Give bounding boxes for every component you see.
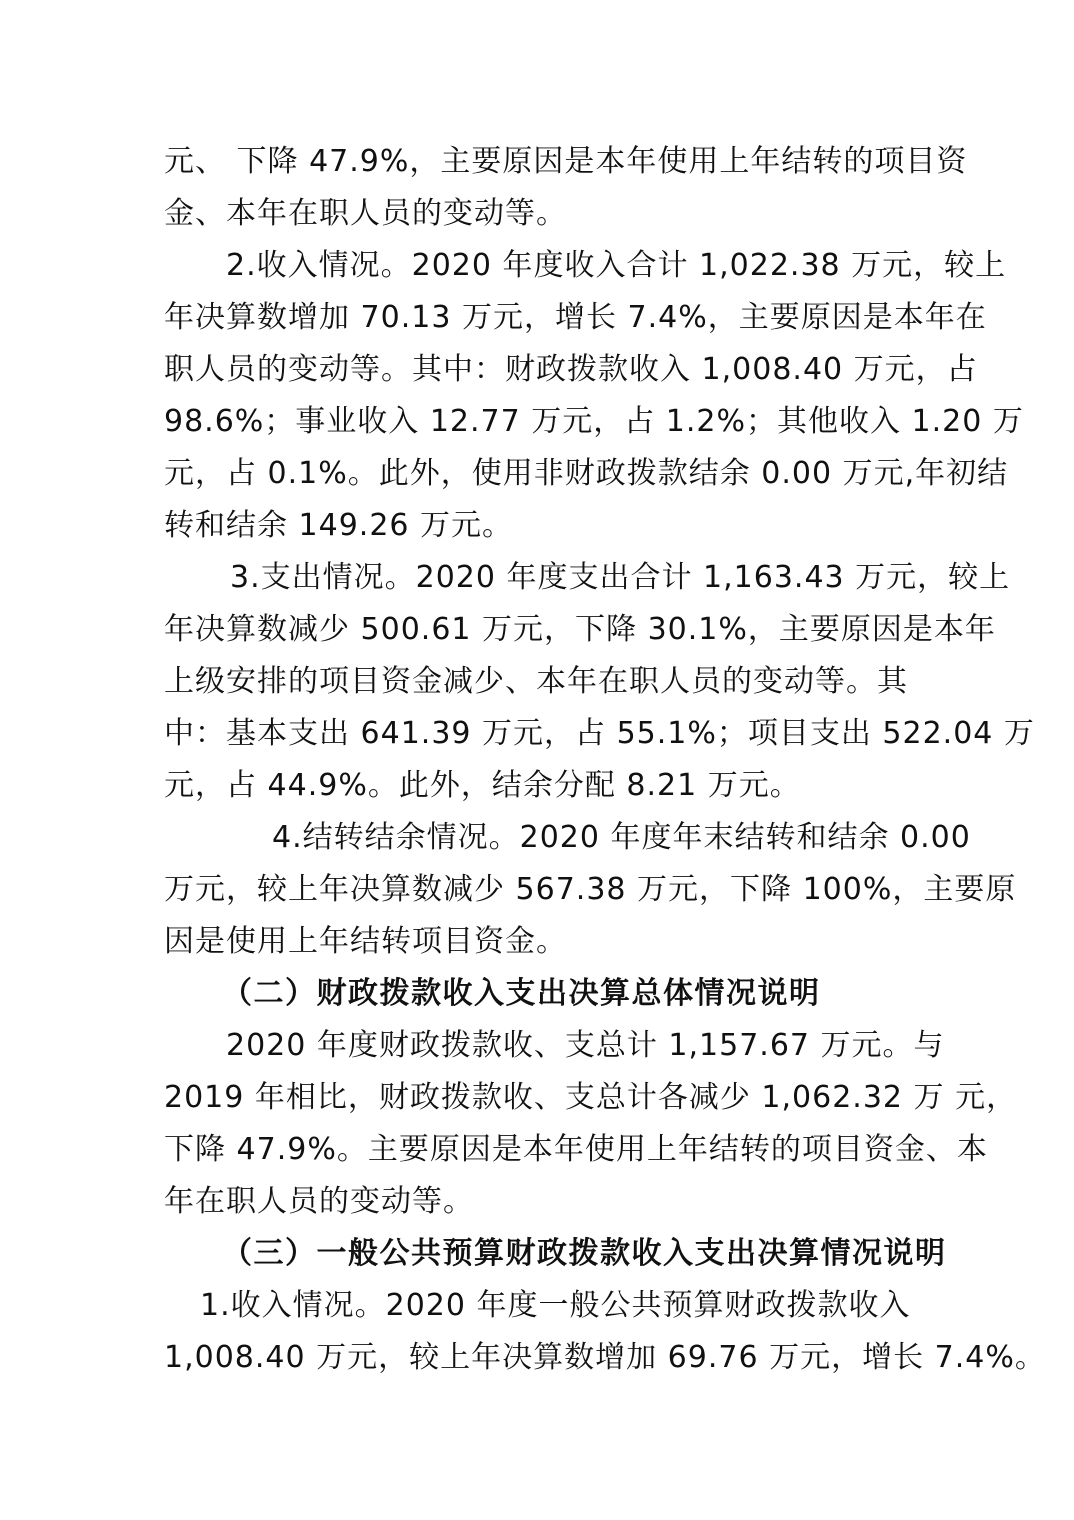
paragraph-line: 2020 年度财政拨款收、支总计 1,157.67 万元。与 xyxy=(226,1028,945,1063)
paragraph-line: 元，占 44.9%。此外，结余分配 8.21 万元。 xyxy=(164,768,801,803)
paragraph-line: 4.结转结余情况。2020 年度年末结转和结余 0.00 xyxy=(272,820,971,855)
paragraph-line: 万元，较上年决算数减少 567.38 万元，下降 100%，主要原 xyxy=(164,872,1017,907)
paragraph-line: 1,008.40 万元，较上年决算数增加 69.76 万元，增长 7.4%。 xyxy=(164,1340,1046,1375)
paragraph-line: 2019 年相比，财政拨款收、支总计各减少 1,062.32 万 元， xyxy=(164,1080,1018,1115)
paragraph-line: 上级安排的项目资金减少、本年在职人员的变动等。其 xyxy=(164,664,908,699)
paragraph-line: 职人员的变动等。其中：财政拨款收入 1,008.40 万元，占 xyxy=(164,352,978,387)
paragraph-line: 转和结余 149.26 万元。 xyxy=(164,508,514,543)
paragraph-line: 年决算数减少 500.61 万元，下降 30.1%，主要原因是本年 xyxy=(164,612,996,647)
paragraph-line: 因是使用上年结转项目资金。 xyxy=(164,924,567,959)
paragraph-line: 元，占 0.1%。此外，使用非财政拨款结余 0.00 万元,年初结 xyxy=(164,456,1009,491)
paragraph-line: 3.支出情况。2020 年度支出合计 1,163.43 万元，较上 xyxy=(230,560,1011,595)
paragraph-line: 1.收入情况。2020 年度一般公共预算财政拨款收入 xyxy=(200,1288,911,1323)
paragraph-line: 年决算数增加 70.13 万元，增长 7.4%，主要原因是本年在 xyxy=(164,300,987,335)
paragraph-line: 年在职人员的变动等。 xyxy=(164,1184,474,1219)
section-heading: （三）一般公共预算财政拨款收入支出决算情况说明 xyxy=(222,1236,947,1271)
paragraph-line: 下降 47.9%。主要原因是本年使用上年结转的项目资金、本 xyxy=(164,1132,988,1167)
paragraph-line: 元、 下降 47.9%，主要原因是本年使用上年结转的项目资 xyxy=(164,144,968,179)
paragraph-line: 金、本年在职人员的变动等。 xyxy=(164,196,567,231)
paragraph-line: 98.6%；事业收入 12.77 万元，占 1.2%；其他收入 1.20 万 xyxy=(164,404,1024,439)
paragraph-line: 2.收入情况。2020 年度收入合计 1,022.38 万元，较上 xyxy=(226,248,1007,283)
section-heading: （二）财政拨款收入支出决算总体情况说明 xyxy=(222,976,821,1011)
paragraph-line: 中：基本支出 641.39 万元，占 55.1%；项目支出 522.04 万 xyxy=(164,716,1035,751)
